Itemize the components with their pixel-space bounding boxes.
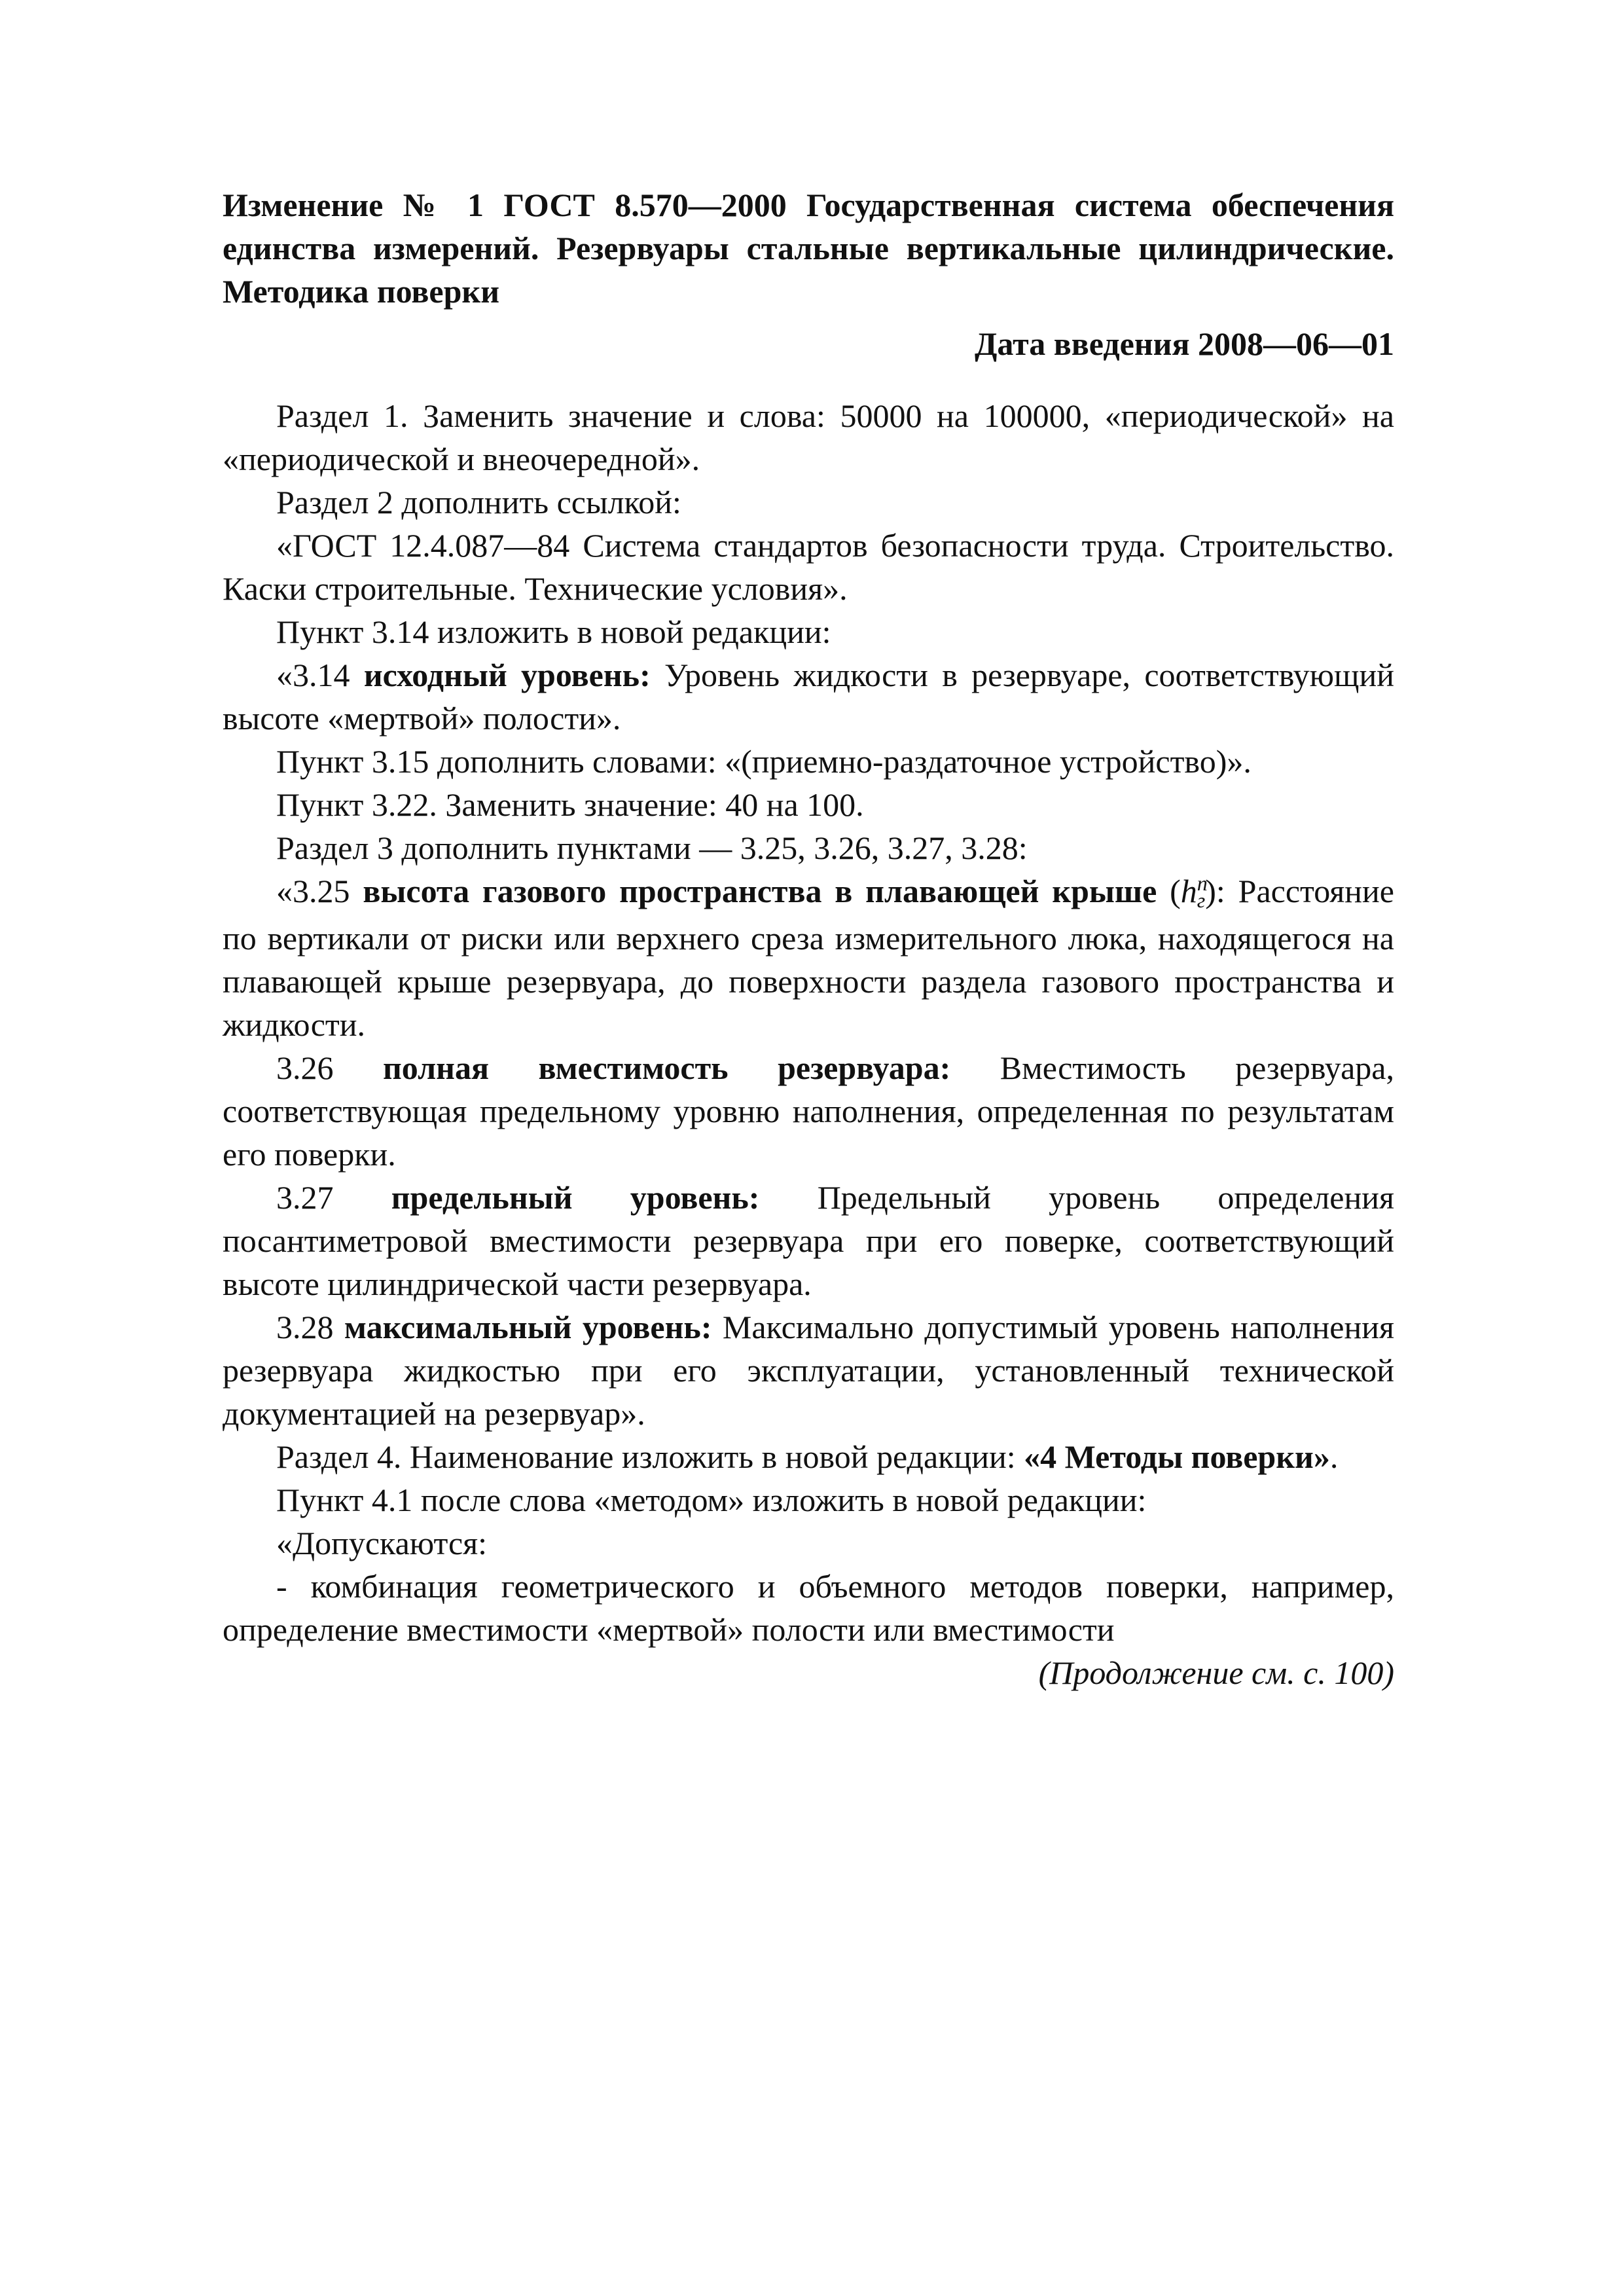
definition-text: Уровень жидкости в резервуаре, соответствующий высоте «мертвой» полости». xyxy=(223,657,1394,737)
paragraph-clause-3-28 xyxy=(223,1305,1394,1435)
introduction-date: Дата введения 2008—06—01 xyxy=(975,325,1394,362)
definition-text: Расстояние по вертикали от риски или верхнего среза измерительного люка, находящегося на плавающей крыше резервуара, до поверхности раздела газового пространства и жидкости. xyxy=(223,873,1394,1043)
definition-text: Максимально допустимый уровень наполнения резервуара жидкостью при его эксплуатации, установленный технической документацией на резервуар». xyxy=(223,1309,1394,1432)
section-4-new-title: «4 Методы поверки» xyxy=(1024,1438,1330,1475)
paragraph-section-1: Раздел 1. Заменить значение и слова: 50000 на 100000, «периодической» на «периодической и внеочередной». xyxy=(223,397,1394,477)
document-title: Изменение № 1 ГОСТ 8.570—2000 Государственная система обеспечения единства измерений. Резервуары стальные вертикальные цилиндрические. Методика поверки xyxy=(223,187,1394,310)
term-full-capacity: полная вместимость резервуара: xyxy=(382,1049,951,1086)
paragraph-clause-3-22: Пункт 3.22. Заменить значение: 40 на 100. xyxy=(276,786,864,823)
paragraph-clause-4-1: Пункт 4.1 после слова «методом» изложить в новой редакции: xyxy=(276,1482,1147,1518)
paragraph-combination: - комбинация геометрического и объемного методов поверки, например, определение вместимости «мертвой» полости или вместимости xyxy=(223,1568,1394,1648)
symbol-superscript: п xyxy=(1197,871,1208,895)
paragraph-clause-3-27 xyxy=(223,1176,1394,1305)
section-4-text: Раздел 4. Наименование изложить в новой редакции: xyxy=(276,1438,1024,1475)
continuation-note: (Продолжение см. с. 100) xyxy=(1038,1654,1394,1691)
paragraph-clause-3-15: Пункт 3.15 дополнить словами: «(приемно-раздаточное устройство)». xyxy=(276,743,1252,780)
paragraph-clause-3-25 xyxy=(223,869,1394,1046)
symbol-close: ): xyxy=(1205,873,1225,909)
clause-number: 3.28 xyxy=(276,1309,344,1345)
term-gas-space-height: высота газового пространства в плавающей крыше xyxy=(363,873,1157,909)
paragraph-section-4 xyxy=(223,1435,1394,1478)
term-initial-level: исходный уровень: xyxy=(363,657,651,693)
paragraph-section-2: Раздел 2 дополнить ссылкой: xyxy=(276,484,681,520)
paragraph-section-3-additions: Раздел 3 дополнить пунктами — 3.25, 3.26, 3.27, 3.28: xyxy=(276,829,1028,866)
term-limit-level: предельный уровень: xyxy=(391,1179,760,1216)
clause-number: «3.25 xyxy=(276,873,363,909)
definition-text: Предельный уровень определения посантиметровой вместимости резервуара при его поверке, соответствующий высоте цилиндрической части резервуара. xyxy=(223,1179,1394,1302)
symbol-h: h xyxy=(1180,873,1197,909)
paragraph-clause-3-26 xyxy=(223,1046,1394,1176)
paragraph-clause-3-14-intro: Пункт 3.14 изложить в новой редакции: xyxy=(276,613,831,650)
clause-number: 3.27 xyxy=(276,1179,391,1216)
section-4-end: . xyxy=(1329,1438,1339,1475)
document-page xyxy=(223,183,1394,1694)
symbol-subscript: г xyxy=(1197,888,1206,912)
symbol-open: ( xyxy=(1157,873,1181,909)
term-maximum-level: максимальный уровень: xyxy=(344,1309,712,1345)
paragraph-gost-reference: «ГОСТ 12.4.087—84 Система стандартов безопасности труда. Строительство. Каски строительные. Технические условия». xyxy=(223,527,1394,607)
paragraph-clause-3-14 xyxy=(223,653,1394,740)
paragraph-allowed: «Допускаются: xyxy=(276,1525,488,1561)
definition-text: Вместимость резервуара, соответствующая предельному уровню наполнения, определенная по результатам его поверки. xyxy=(223,1049,1394,1173)
clause-number: 3.26 xyxy=(276,1049,383,1086)
clause-number: «3.14 xyxy=(276,657,364,693)
